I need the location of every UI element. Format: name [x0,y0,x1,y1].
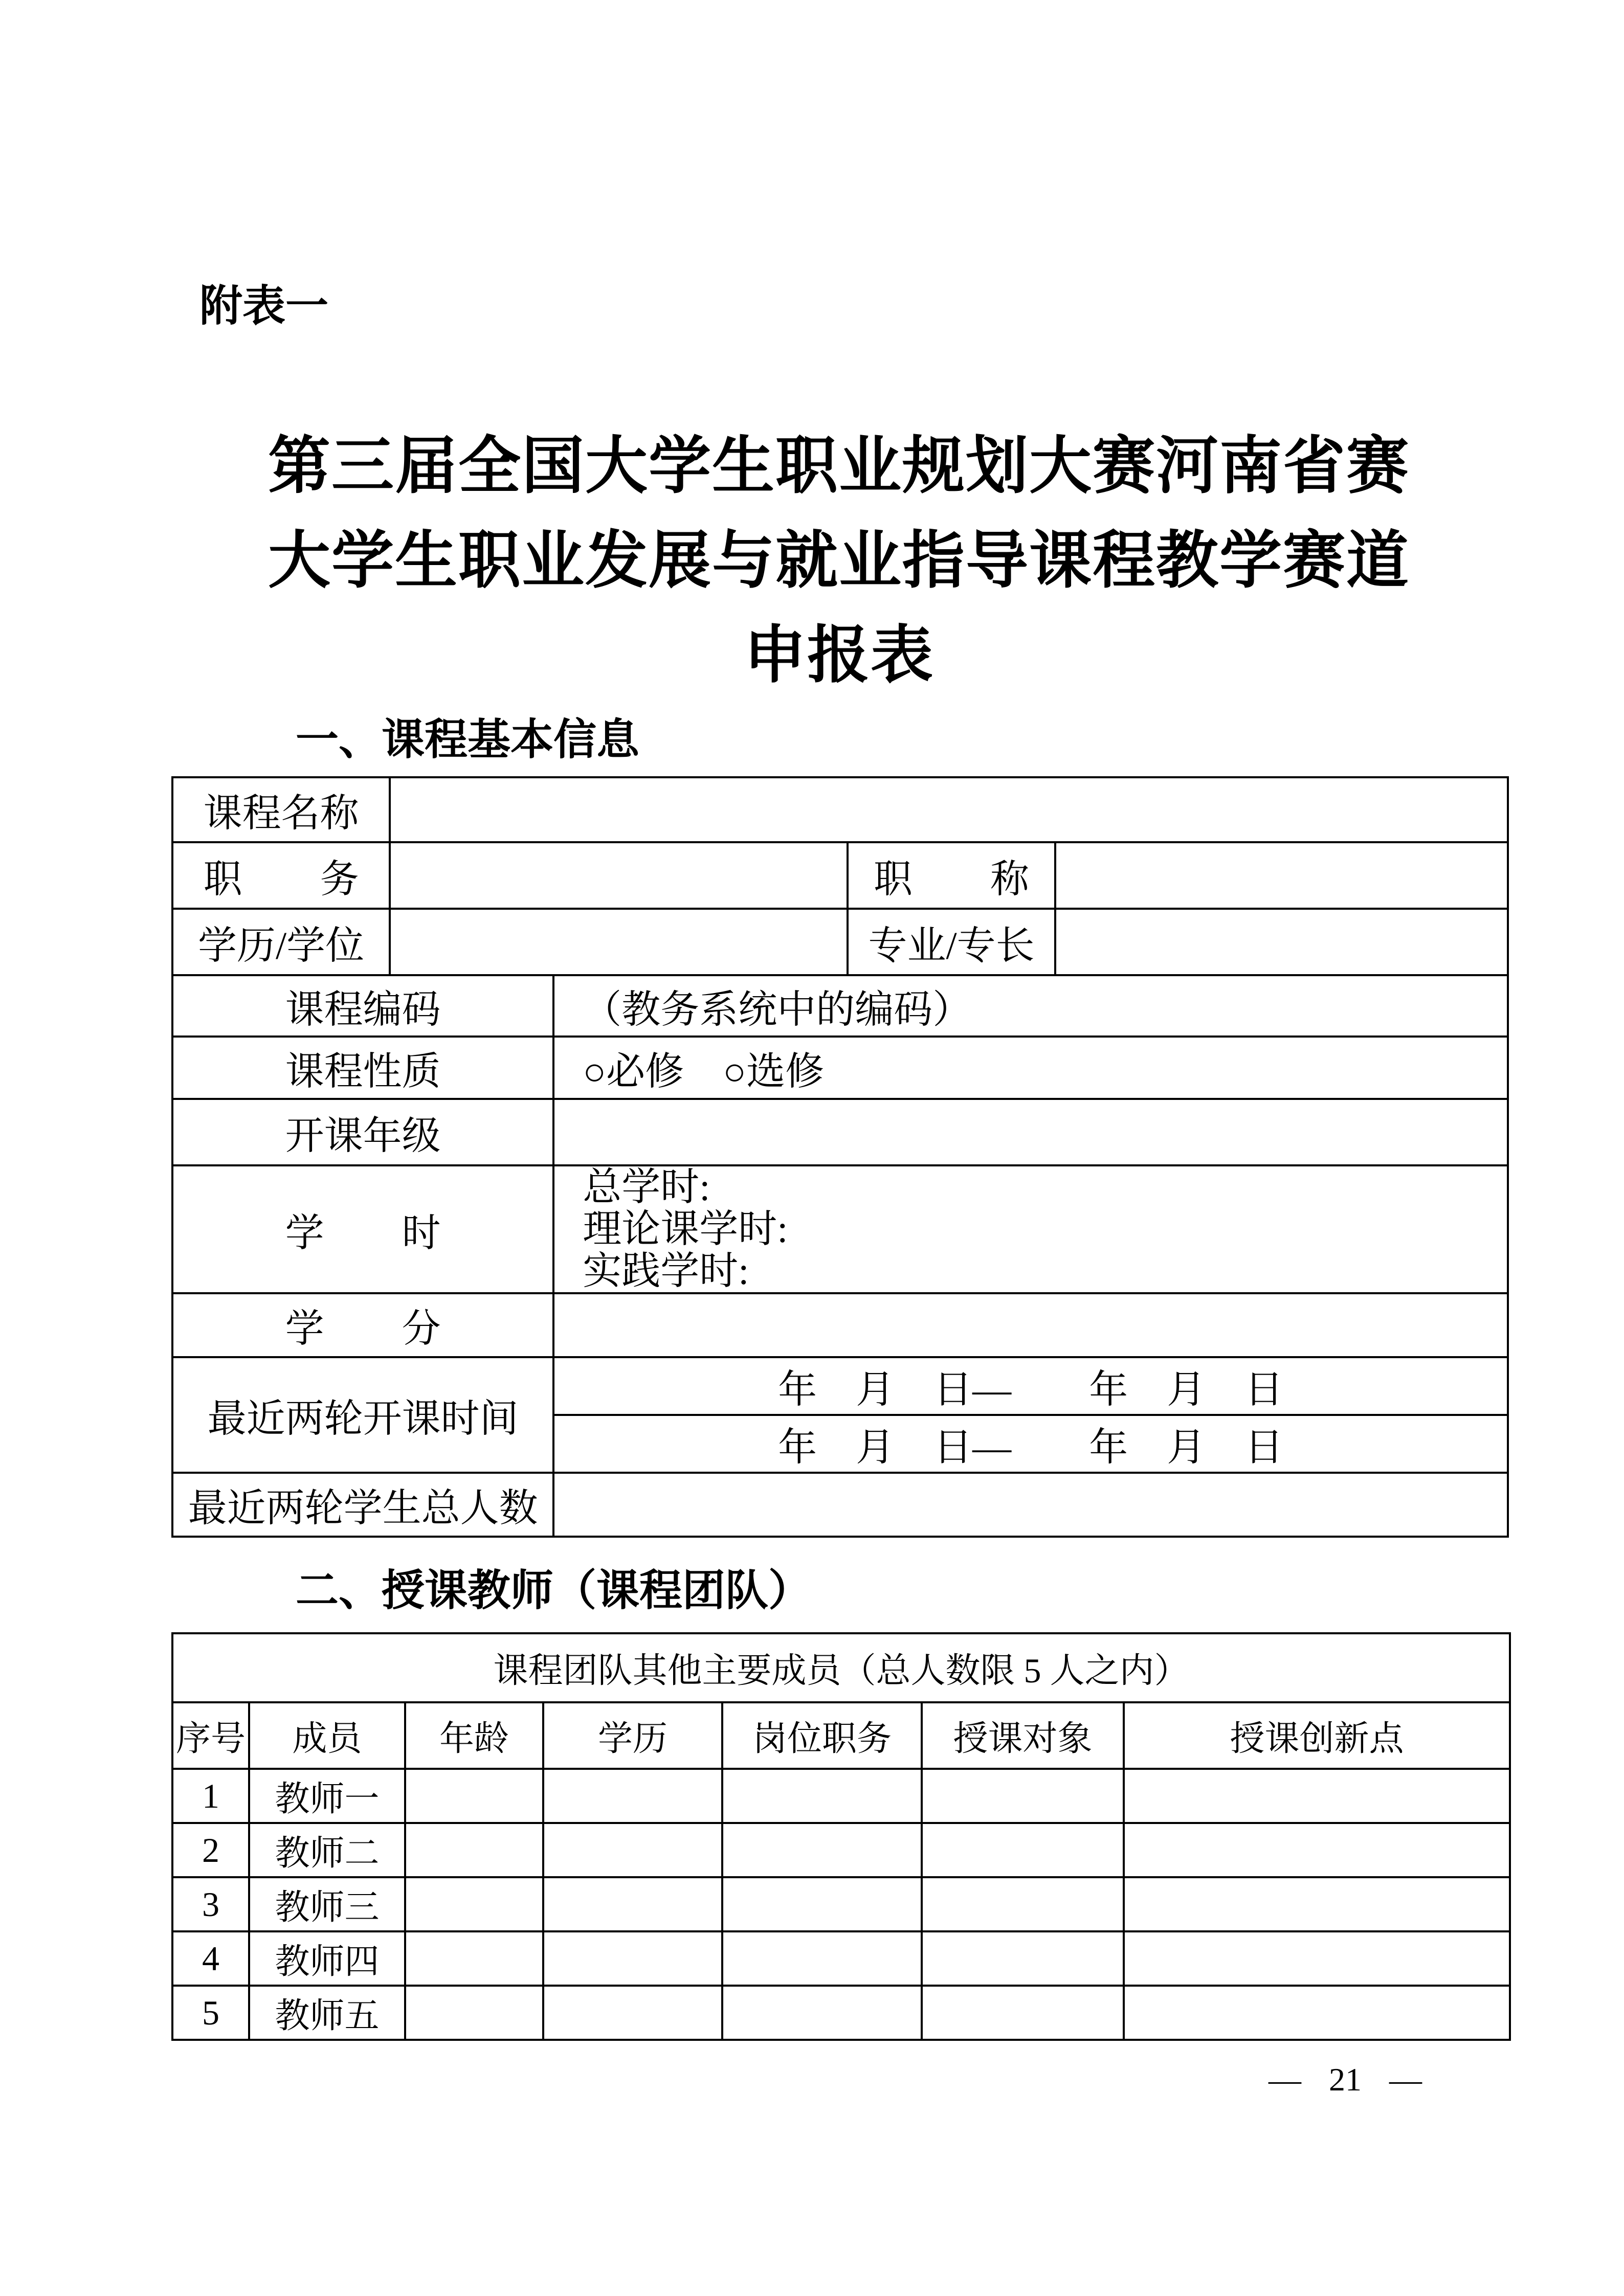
title-value-cell [1055,842,1508,909]
table-row [172,1357,1508,1415]
table-row [172,1037,1508,1099]
table-row [172,1769,1510,1823]
course-code-label: 课程编码 [172,975,553,1037]
credit-value-cell [553,1293,1508,1357]
audience-cell [922,1931,1124,1986]
education-cell [543,1823,722,1877]
position-label: 职 务 [172,842,390,909]
table-row [172,1931,1510,1986]
audience-cell [922,1823,1124,1877]
innovation-cell [1124,1877,1510,1931]
total-hours-line: 总学时: [583,1166,710,1209]
post-cell [722,1877,922,1931]
course-code-hint: （教务系统中的编码） [553,975,1508,1037]
position-value-cell [390,842,848,909]
theory-hours-line: 理论课学时: [583,1208,788,1251]
table-row [172,1293,1508,1357]
education-cell [543,1931,722,1986]
page-number: — 21 — [1269,2061,1422,2098]
row-no: 5 [172,1986,249,2040]
age-cell [405,1877,543,1931]
table-header-row [172,1702,1510,1769]
section1-heading: 一、课程基本信息 [296,715,640,763]
col-header-innovation: 授课创新点 [1124,1702,1510,1769]
course-nature-label: 课程性质 [172,1037,553,1099]
innovation-cell [1124,1931,1510,1986]
date-range-cell-1: 年 月 日— 年 月 日 [553,1357,1508,1415]
title-line-3: 申报表 [744,621,934,690]
col-header-no: 序号 [172,1702,249,1769]
team-members-table [171,1632,1511,2041]
table-row [172,1165,1508,1293]
table-row [172,1877,1510,1931]
table-row [172,777,1508,842]
col-header-audience: 授课对象 [922,1702,1124,1769]
post-cell [722,1823,922,1877]
col-header-education: 学历 [543,1702,722,1769]
title-line-2: 大学生职业发展与就业指导课程教学赛道 [268,527,1410,596]
age-cell [405,1769,543,1823]
course-name-value-cell [390,777,1508,842]
education-cell [543,1986,722,2040]
education-value-cell [390,909,848,975]
grade-value-cell [553,1099,1508,1165]
table-row [172,1633,1510,1702]
table-row [172,1986,1510,2040]
team-table-span-header: 课程团队其他主要成员（总人数限 5 人之内） [172,1633,1510,1702]
row-member: 教师四 [249,1931,405,1986]
row-no: 3 [172,1877,249,1931]
education-cell [543,1877,722,1931]
grade-label: 开课年级 [172,1099,553,1165]
credit-label: 学 分 [172,1293,553,1357]
course-info-table [171,776,1509,1538]
col-header-age: 年龄 [405,1702,543,1769]
date-range-cell-2: 年 月 日— 年 月 日 [553,1415,1508,1473]
recent-students-value-cell [553,1473,1508,1537]
innovation-cell [1124,1823,1510,1877]
row-member: 教师三 [249,1877,405,1931]
course-nature-options: ○必修 ○选修 [553,1037,1508,1099]
title-label: 职 称 [848,842,1055,909]
table-row [172,909,1508,975]
age-cell [405,1931,543,1986]
document-title [171,419,1506,703]
recent-students-label: 最近两轮学生总人数 [172,1473,553,1537]
practice-hours-line: 实践学时: [583,1250,749,1293]
audience-cell [922,1877,1124,1931]
row-no: 1 [172,1769,249,1823]
innovation-cell [1124,1986,1510,2040]
innovation-cell [1124,1769,1510,1823]
row-member: 教师二 [249,1823,405,1877]
title-line-1: 第三届全国大学生职业规划大赛河南省赛 [268,432,1410,501]
table-row [172,842,1508,909]
hours-value-cell [553,1165,1508,1293]
post-cell [722,1931,922,1986]
appendix-label: 附表一 [199,282,329,330]
major-value-cell [1055,909,1508,975]
hours-label: 学 时 [172,1165,553,1293]
audience-cell [922,1769,1124,1823]
row-member: 教师一 [249,1769,405,1823]
education-cell [543,1769,722,1823]
table-row [172,1823,1510,1877]
audience-cell [922,1986,1124,2040]
post-cell [722,1769,922,1823]
table-row [172,1473,1508,1537]
col-header-post: 岗位职务 [722,1702,922,1769]
section2-heading: 二、授课教师（课程团队） [296,1566,812,1614]
table-row [172,975,1508,1037]
age-cell [405,1823,543,1877]
post-cell [722,1986,922,2040]
education-label: 学历/学位 [172,909,390,975]
row-no: 2 [172,1823,249,1877]
course-name-label: 课程名称 [172,777,390,842]
col-header-member: 成员 [249,1702,405,1769]
recent-time-label: 最近两轮开课时间 [172,1357,553,1473]
row-member: 教师五 [249,1986,405,2040]
major-label: 专业/专长 [848,909,1055,975]
row-no: 4 [172,1931,249,1986]
table-row [172,1099,1508,1165]
age-cell [405,1986,543,2040]
